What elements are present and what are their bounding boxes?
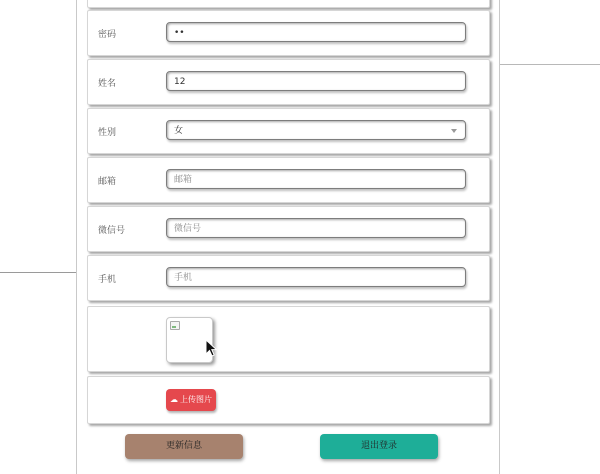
name-label: 姓名 xyxy=(98,79,117,89)
form-row-phone xyxy=(87,255,490,301)
password-field[interactable]: •• xyxy=(166,22,466,42)
upload-button-label: 上传图片 xyxy=(180,395,212,404)
form-row-avatar xyxy=(87,306,490,372)
background-divider-left xyxy=(0,272,76,273)
gender-select[interactable] xyxy=(166,120,466,140)
form-row-name xyxy=(87,59,490,105)
gender-selected-value: 女 xyxy=(174,126,184,136)
update-info-button[interactable]: 更新信息 xyxy=(125,434,243,459)
wechat-field[interactable]: 微信号 xyxy=(166,218,466,238)
password-label: 密码 xyxy=(98,30,117,40)
cloud-upload-icon: ☁ xyxy=(170,395,178,404)
form-row-upload xyxy=(87,376,490,424)
form-row-gender xyxy=(87,108,490,154)
form-row-password xyxy=(87,10,490,56)
background-divider-right xyxy=(498,64,600,65)
broken-image-icon xyxy=(170,321,180,330)
form-row-partial xyxy=(87,0,490,8)
email-field[interactable]: 邮箱 xyxy=(166,169,466,189)
email-label: 邮箱 xyxy=(98,177,117,187)
phone-label: 手机 xyxy=(98,275,117,285)
profile-form-panel xyxy=(76,0,500,474)
chevron-down-icon xyxy=(451,129,457,133)
logout-button[interactable]: 退出登录 xyxy=(320,434,438,459)
name-field[interactable]: 12 xyxy=(166,71,466,91)
gender-label: 性别 xyxy=(98,128,117,138)
upload-image-button[interactable] xyxy=(166,389,216,411)
form-row-wechat xyxy=(87,206,490,252)
wechat-label: 微信号 xyxy=(98,226,126,236)
form-row-email xyxy=(87,157,490,203)
phone-field[interactable]: 手机 xyxy=(166,267,466,287)
mouse-pointer-icon xyxy=(205,339,219,359)
